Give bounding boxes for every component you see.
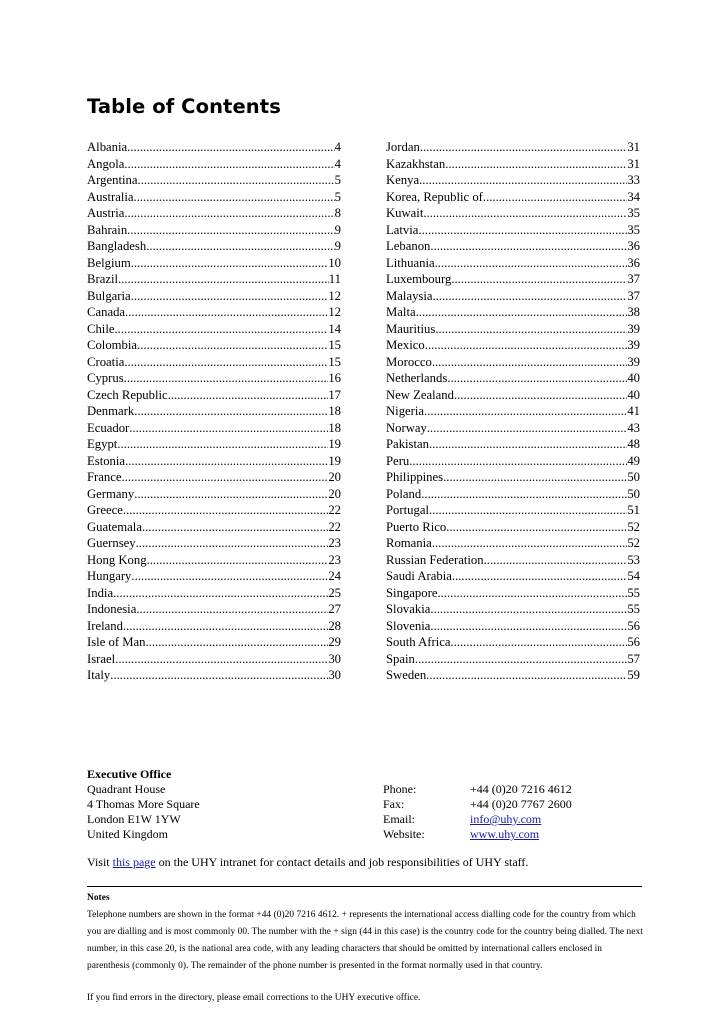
toc-leader-dots	[432, 535, 628, 552]
toc-entry-page: 18	[328, 404, 341, 418]
toc-entry-name[interactable]: Romania	[386, 536, 432, 550]
toc-entry-page: 31	[627, 140, 640, 154]
toc-entry-name[interactable]: Ireland	[87, 618, 123, 633]
toc-entry-page: 22	[328, 519, 341, 534]
toc-leader-dots	[115, 321, 329, 338]
toc-entry-name[interactable]: Jordan	[386, 140, 420, 154]
toc-entry-name[interactable]: Australia	[87, 189, 134, 204]
toc-entry-page: 9	[334, 239, 341, 253]
toc-entry-name[interactable]: Luxembourg	[386, 272, 452, 286]
toc-entry-name[interactable]: Egypt	[87, 437, 118, 451]
website-link[interactable]: www.uhy.com	[470, 827, 540, 841]
toc-entry-page: 20	[328, 470, 341, 484]
toc-leader-dots	[113, 585, 328, 602]
toc-entry-page: 4	[334, 140, 341, 154]
notes-section	[87, 890, 647, 1007]
toc-entry-page: 5	[334, 189, 341, 204]
toc-entry-name[interactable]: Canada	[87, 305, 126, 319]
toc-entry[interactable]	[87, 535, 341, 552]
toc-entry[interactable]	[87, 519, 341, 536]
toc-entry-name[interactable]: Italy	[87, 668, 111, 682]
toc-leader-dots	[430, 601, 627, 618]
toc-entry-page: 30	[328, 651, 341, 666]
toc-leader-dots	[147, 552, 329, 569]
toc-entry-name[interactable]: Chile	[87, 321, 115, 336]
toc-leader-dots	[424, 403, 627, 420]
toc-entry-name[interactable]: Hungary	[87, 569, 132, 583]
toc-entry-name[interactable]: Argentina	[87, 173, 138, 187]
toc-entry[interactable]	[87, 469, 341, 486]
toc-entry-name[interactable]: Albania	[87, 140, 128, 154]
toc-leader-dots	[138, 172, 335, 189]
toc-leader-dots	[115, 651, 328, 668]
address-line: Quadrant House	[87, 782, 166, 796]
toc-leader-dots	[131, 288, 329, 305]
toc-entry[interactable]	[386, 618, 640, 635]
toc-entry-name[interactable]: Brazil	[87, 272, 119, 286]
toc-entry-name[interactable]: Denmark	[87, 404, 135, 418]
toc-entry-page: 54	[627, 569, 640, 583]
toc-entry-page: 52	[627, 519, 640, 534]
toc-entry-name[interactable]: Hong Kong	[87, 552, 147, 567]
toc-entry[interactable]	[87, 420, 341, 437]
toc-leader-dots	[136, 535, 329, 552]
toc-entry[interactable]	[386, 502, 640, 519]
toc-leader-dots	[409, 453, 627, 470]
toc-entry-page: 11	[328, 272, 341, 286]
toc-entry[interactable]	[386, 238, 640, 255]
toc-entry-page: 36	[627, 255, 640, 270]
toc-entry[interactable]	[87, 667, 341, 684]
toc-entry-name[interactable]: Kenya	[386, 173, 420, 187]
toc-entry-page: 12	[328, 305, 341, 319]
toc-leader-dots	[146, 238, 334, 255]
toc-leader-dots	[118, 271, 329, 288]
toc-entry[interactable]	[386, 156, 640, 173]
toc-entry[interactable]	[386, 601, 640, 618]
toc-entry-name[interactable]: Indonesia	[87, 602, 137, 616]
toc-entry-page: 20	[328, 486, 341, 501]
toc-entry-name[interactable]: Malta	[386, 305, 416, 319]
toc-leader-dots	[117, 436, 328, 453]
toc-leader-dots	[435, 255, 628, 272]
toc-leader-dots	[445, 156, 627, 173]
toc-entry[interactable]	[386, 469, 640, 486]
toc-entry-name[interactable]: Russian Federation	[386, 552, 484, 567]
intranet-link[interactable]: this page	[112, 855, 156, 869]
toc-entry-name[interactable]: Czech Republic	[87, 387, 168, 402]
intranet-text-after: on the UHY intranet for contact details and job responsibilities of UHY staff.	[155, 855, 529, 869]
toc-entry-page: 15	[328, 338, 341, 352]
toc-leader-dots	[437, 585, 627, 602]
toc-entry[interactable]	[87, 288, 341, 305]
toc-entry[interactable]	[386, 354, 640, 371]
toc-entry[interactable]	[386, 172, 640, 189]
toc-entry[interactable]	[386, 585, 640, 602]
toc-leader-dots	[123, 618, 328, 635]
toc-entry-page: 28	[328, 618, 341, 633]
office-title: Executive Office	[87, 767, 172, 781]
fax-row	[383, 797, 572, 812]
toc-leader-dots	[420, 139, 627, 156]
toc-leader-dots	[110, 667, 328, 684]
notes-title: Notes	[87, 893, 110, 903]
toc-entry[interactable]	[386, 370, 640, 387]
toc-entry[interactable]	[386, 222, 640, 239]
office-address	[87, 767, 200, 842]
phone-label: Phone:	[383, 782, 417, 796]
toc-entry-name[interactable]: Guatemala	[87, 519, 142, 534]
toc-leader-dots	[426, 667, 627, 684]
toc-leader-dots	[137, 337, 328, 354]
fax-label: Fax:	[383, 797, 405, 811]
toc-entry[interactable]	[386, 288, 640, 305]
toc-leader-dots	[124, 354, 328, 371]
toc-entry-page: 49	[627, 453, 640, 468]
toc-entry[interactable]	[87, 634, 341, 651]
toc-leader-dots	[125, 304, 328, 321]
toc-entry[interactable]	[386, 139, 640, 156]
office-contacts	[383, 782, 572, 842]
toc-entry-name[interactable]: Germany	[87, 486, 135, 501]
toc-leader-dots	[432, 354, 628, 371]
toc-entry[interactable]	[87, 156, 341, 173]
toc-leader-dots	[124, 156, 334, 173]
toc-entry-name[interactable]: Morocco	[386, 354, 432, 369]
toc-entry-name[interactable]: Bangladesh	[87, 239, 147, 253]
toc-entry[interactable]	[87, 172, 341, 189]
notes-divider	[87, 886, 642, 887]
toc-entry[interactable]	[386, 337, 640, 354]
toc-entry-page: 48	[627, 437, 640, 451]
toc-entry-page: 41	[627, 404, 640, 418]
toc-entry-name[interactable]: Guernsey	[87, 536, 136, 550]
toc-entry-name[interactable]: India	[87, 585, 114, 600]
toc-leader-dots	[415, 651, 627, 668]
toc-entry[interactable]	[386, 205, 640, 222]
toc-entry-name[interactable]: South Africa	[386, 635, 451, 649]
toc-right-column	[386, 139, 640, 684]
toc-entry-page: 27	[328, 602, 341, 616]
toc-entry-page: 51	[627, 503, 640, 517]
toc-entry-name[interactable]: Greece	[87, 503, 123, 517]
toc-entry[interactable]	[386, 535, 640, 552]
toc-entry-name[interactable]: Portugal	[386, 503, 429, 517]
toc-entry-name[interactable]: Slovakia	[386, 602, 431, 616]
toc-entry-name[interactable]: Estonia	[87, 453, 126, 468]
toc-entry-page: 33	[627, 173, 640, 187]
toc-leader-dots	[483, 189, 627, 206]
toc-entry[interactable]	[386, 387, 640, 404]
toc-entry-name[interactable]: Philippines	[386, 470, 444, 484]
toc-entry[interactable]	[87, 387, 341, 404]
toc-entry[interactable]	[87, 271, 341, 288]
toc-leader-dots	[146, 634, 329, 651]
toc-entry-page: 4	[334, 156, 341, 171]
toc-entry[interactable]	[87, 486, 341, 503]
toc-entry[interactable]	[386, 403, 640, 420]
toc-entry-page: 22	[328, 503, 341, 517]
toc-entry[interactable]	[87, 321, 341, 338]
toc-entry-name[interactable]: Kuwait	[386, 206, 424, 220]
toc-entry-page: 8	[334, 206, 341, 220]
toc-entry[interactable]	[386, 189, 640, 206]
toc-entry-name[interactable]: Latvia	[386, 222, 419, 237]
website-label: Website:	[383, 827, 425, 841]
toc-entry-name[interactable]: Korea, Republic of	[386, 189, 483, 204]
notes-body: Telephone numbers are shown in the format +44 (0)20 7216 4612. + represents the international access dialling code for the country from which you are dialling and is most commonly 00. The number with the + sign (44 in this case) is the country code for the country being dialled. The next number, in this case 20, is the national area code, with any leading characters that should be omitted by international callers enclosed in parenthesis (commonly 0). The remainder of the phone number is presented in the format normally used in that country.	[87, 910, 643, 971]
toc-entry-name[interactable]: Poland	[386, 486, 422, 501]
toc-entry-page: 9	[334, 222, 341, 237]
toc-entry-name[interactable]: Pakistan	[386, 437, 429, 451]
toc-leader-dots	[124, 205, 334, 222]
toc-entry[interactable]	[386, 453, 640, 470]
toc-entry-page: 19	[328, 437, 341, 451]
toc-entry-page: 12	[328, 288, 341, 303]
toc-entry[interactable]	[87, 238, 341, 255]
toc-entry-page: 43	[627, 420, 640, 435]
toc-leader-dots	[450, 634, 627, 651]
toc-entry-page: 34	[627, 189, 640, 204]
toc-entry[interactable]	[386, 255, 640, 272]
toc-entry[interactable]	[87, 568, 341, 585]
toc-leader-dots	[123, 502, 328, 519]
toc-entry-name[interactable]: Kazakhstan	[386, 156, 446, 171]
toc-leader-dots	[425, 337, 628, 354]
toc-entry[interactable]	[87, 453, 341, 470]
toc-entry[interactable]	[87, 601, 341, 618]
email-label: Email:	[383, 812, 415, 826]
toc-leader-dots	[129, 420, 328, 437]
toc-entry[interactable]	[386, 634, 640, 651]
toc-entry-name[interactable]: Austria	[87, 206, 125, 220]
toc-entry-page: 15	[328, 354, 341, 369]
toc-leader-dots	[421, 486, 627, 503]
toc-entry[interactable]	[87, 651, 341, 668]
toc-entry-name[interactable]: Nigeria	[386, 404, 425, 418]
toc-entry-name[interactable]: Netherlands	[386, 371, 448, 385]
toc-entry-name[interactable]: Puerto Rico	[386, 519, 447, 534]
toc-leader-dots	[452, 568, 627, 585]
toc-entry[interactable]	[386, 519, 640, 536]
toc-entry-name[interactable]: Mauritius	[386, 321, 436, 336]
toc-entry[interactable]	[386, 436, 640, 453]
toc-entry-page: 56	[627, 635, 640, 649]
toc-entry-name[interactable]: Bahrain	[87, 222, 128, 237]
toc-leader-dots	[419, 172, 627, 189]
toc-entry-page: 40	[627, 387, 640, 402]
address-line: London E1W 1YW	[87, 812, 181, 826]
toc-entry-page: 52	[627, 536, 640, 550]
website-row	[383, 827, 572, 842]
toc-entry-page: 36	[627, 239, 640, 253]
intranet-note	[87, 855, 528, 870]
toc-leader-dots	[423, 205, 627, 222]
toc-leader-dots	[122, 469, 329, 486]
toc-entry[interactable]	[386, 321, 640, 338]
toc-entry-page: 18	[328, 420, 341, 435]
toc-entry-page: 35	[627, 206, 640, 220]
toc-entry[interactable]	[87, 370, 341, 387]
toc-entry-name[interactable]: Croatia	[87, 354, 125, 369]
toc-entry-page: 39	[627, 321, 640, 336]
toc-entry-page: 24	[328, 569, 341, 583]
toc-entry-name[interactable]: Norway	[386, 420, 427, 435]
toc-entry-page: 57	[627, 651, 640, 666]
toc-entry-page: 35	[627, 222, 640, 237]
toc-leader-dots	[430, 618, 627, 635]
toc-leader-dots	[446, 519, 627, 536]
toc-entry-page: 23	[328, 536, 341, 550]
toc-leader-dots	[451, 271, 627, 288]
toc-entry-name[interactable]: Singapore	[386, 585, 438, 600]
toc-entry-name[interactable]: New Zealand	[386, 387, 454, 402]
toc-leader-dots	[484, 552, 628, 569]
toc-entry[interactable]	[87, 552, 341, 569]
toc-entry-page: 23	[328, 552, 341, 567]
toc-entry-page: 38	[627, 305, 640, 319]
toc-entry[interactable]	[87, 618, 341, 635]
toc-entry[interactable]	[87, 585, 341, 602]
toc-entry-page: 17	[328, 387, 341, 402]
toc-entry[interactable]	[87, 436, 341, 453]
toc-entry[interactable]	[386, 568, 640, 585]
toc-leader-dots	[427, 420, 627, 437]
page-title: Table of Contents	[87, 95, 281, 118]
toc-leader-dots	[429, 436, 627, 453]
toc-leader-dots	[134, 403, 328, 420]
toc-entry[interactable]	[386, 552, 640, 569]
toc-entry-page: 55	[627, 585, 640, 600]
toc-leader-dots	[131, 255, 329, 272]
toc-leader-dots	[127, 139, 334, 156]
email-row	[383, 812, 572, 827]
toc-leader-dots	[142, 519, 328, 536]
toc-entry[interactable]	[87, 354, 341, 371]
toc-entry-page: 31	[627, 156, 640, 171]
toc-entry-page: 39	[627, 354, 640, 369]
toc-entry[interactable]	[87, 403, 341, 420]
toc-entry-page: 29	[328, 635, 341, 649]
toc-leader-dots	[435, 321, 627, 338]
toc-entry[interactable]	[386, 420, 640, 437]
toc-entry[interactable]	[386, 271, 640, 288]
toc-entry[interactable]	[87, 205, 341, 222]
toc-leader-dots	[134, 189, 335, 206]
toc-entry-page: 19	[328, 453, 341, 468]
toc-leader-dots	[443, 469, 627, 486]
toc-entry-name[interactable]: Lithuania	[386, 255, 435, 270]
toc-leader-dots	[124, 370, 329, 387]
toc-entry[interactable]	[87, 255, 341, 272]
toc-left-column	[87, 139, 341, 684]
toc-entry-page: 14	[328, 321, 341, 336]
toc-entry-name[interactable]: Saudi Arabia	[386, 569, 452, 583]
toc-entry-page: 5	[334, 173, 341, 187]
toc-entry-page: 16	[328, 371, 341, 385]
toc-entry-name[interactable]: Angola	[87, 156, 125, 171]
toc-entry-page: 40	[627, 371, 640, 385]
toc-entry[interactable]	[386, 486, 640, 503]
toc-entry-page: 50	[627, 486, 640, 501]
toc-entry[interactable]	[386, 667, 640, 684]
toc-entry-name[interactable]: Mexico	[386, 338, 425, 352]
toc-entry-name[interactable]: Colombia	[87, 338, 138, 352]
toc-leader-dots	[418, 222, 627, 239]
toc-entry[interactable]	[87, 502, 341, 519]
toc-entry-name[interactable]: Ecuador	[87, 420, 130, 435]
address-line: 4 Thomas More Square	[87, 797, 200, 811]
toc-entry[interactable]	[87, 139, 341, 156]
notes-errors: If you find errors in the directory, please email corrections to the UHY executive office.	[87, 993, 421, 1003]
toc-entry-page: 53	[627, 552, 640, 567]
intranet-text-before: Visit	[87, 855, 113, 869]
phone-value: +44 (0)20 7216 4612	[470, 782, 572, 796]
toc-entry-page: 50	[627, 470, 640, 484]
toc-entry[interactable]	[87, 222, 341, 239]
toc-entry-name[interactable]: Spain	[386, 651, 415, 666]
address-line: United Kingdom	[87, 827, 168, 841]
toc-leader-dots	[136, 601, 328, 618]
toc-leader-dots	[131, 568, 328, 585]
toc-entry[interactable]	[87, 337, 341, 354]
toc-entry-name[interactable]: France	[87, 470, 122, 484]
toc-entry[interactable]	[386, 651, 640, 668]
toc-entry-page: 59	[627, 668, 640, 682]
toc-leader-dots	[127, 222, 334, 239]
toc-leader-dots	[416, 304, 628, 321]
toc-entry-name[interactable]: Slovenia	[386, 618, 431, 633]
toc-leader-dots	[168, 387, 329, 404]
toc-entry-name[interactable]: Israel	[87, 651, 116, 666]
toc-entry-page: 30	[328, 668, 341, 682]
toc-entry-name[interactable]: Belgium	[87, 255, 131, 270]
toc-leader-dots	[433, 288, 628, 305]
toc-entry-page: 25	[328, 585, 341, 600]
toc-entry-name[interactable]: Peru	[386, 453, 410, 468]
toc-leader-dots	[125, 453, 328, 470]
toc-leader-dots	[430, 238, 627, 255]
toc-entry-page: 37	[627, 288, 640, 303]
toc-entry[interactable]	[386, 304, 640, 321]
toc-leader-dots	[454, 387, 627, 404]
toc-entry-name[interactable]: Bulgaria	[87, 288, 131, 303]
toc-entry-name[interactable]: Malaysia	[386, 288, 433, 303]
toc-entry-page: 39	[627, 338, 640, 352]
toc-entry-name[interactable]: Lebanon	[386, 239, 431, 253]
phone-row	[383, 782, 572, 797]
toc-leader-dots	[429, 502, 627, 519]
toc-entry-name[interactable]: Cyprus	[87, 371, 124, 385]
toc-entry-page: 37	[627, 272, 640, 286]
toc-entry-name[interactable]: Sweden	[386, 668, 427, 682]
toc-entry-name[interactable]: Isle of Man	[87, 635, 146, 649]
toc-entry[interactable]	[87, 304, 341, 321]
toc-entry-page: 56	[627, 618, 640, 633]
email-link[interactable]: info@uhy.com	[470, 812, 542, 826]
toc-entry-page: 10	[328, 255, 341, 270]
toc-entry[interactable]	[87, 189, 341, 206]
toc-leader-dots	[134, 486, 328, 503]
toc-entry-page: 55	[627, 602, 640, 616]
toc-leader-dots	[447, 370, 627, 387]
fax-value: +44 (0)20 7767 2600	[470, 797, 572, 811]
